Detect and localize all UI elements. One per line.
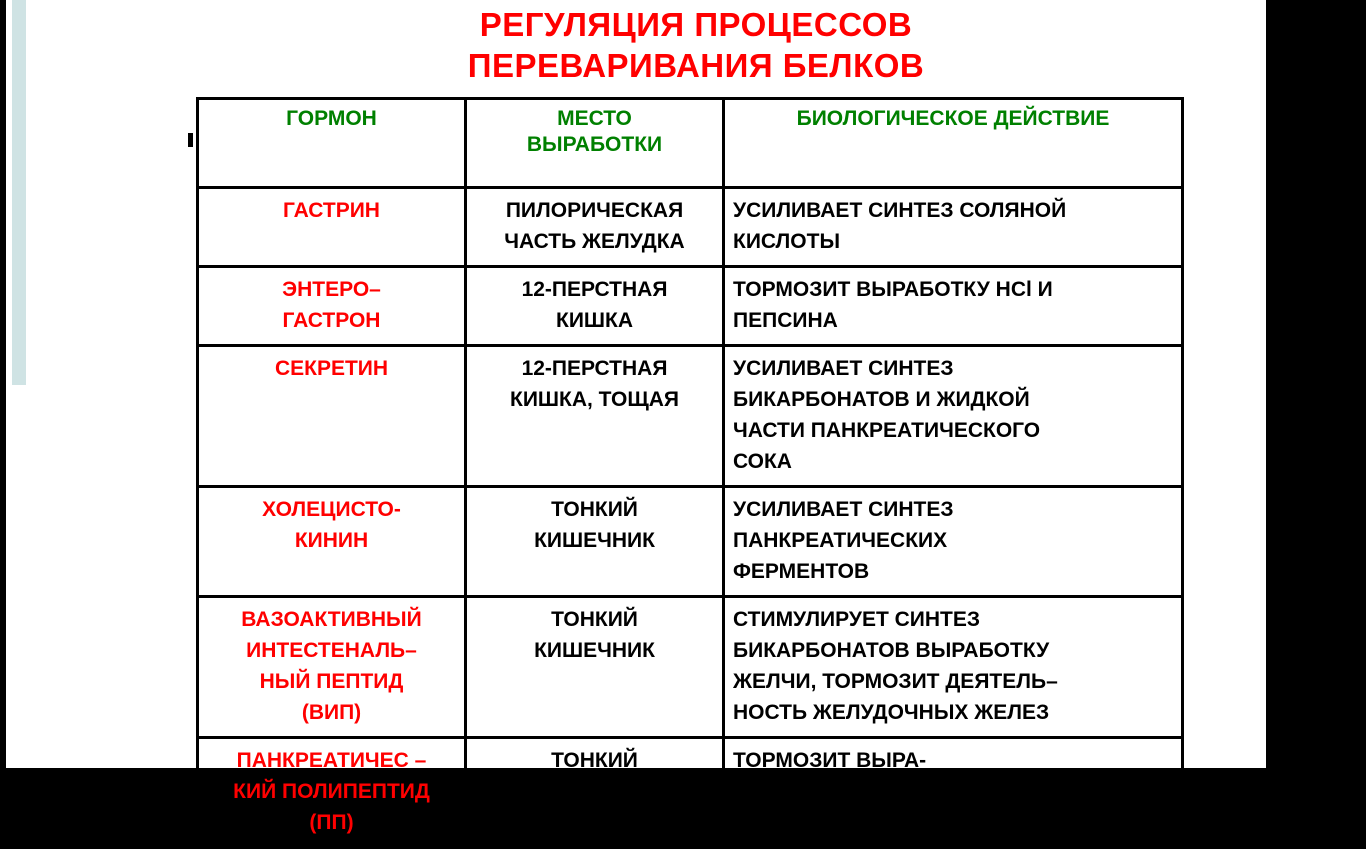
- left-accent-bar: [12, 0, 26, 385]
- hormone-line-2: КИЙ ПОЛИПЕПТИД: [233, 780, 430, 803]
- hormone-line-2: КИНИН: [294, 529, 369, 552]
- place-line-2: КИШКА, ТОЩАЯ: [510, 388, 679, 411]
- page-title-line-2: ПЕРЕВАРИВАНИЯ БЕЛКОВ: [467, 47, 925, 84]
- hormone-line-2: ГАСТРОН: [282, 309, 381, 332]
- place-line-1: ПИЛОРИЧЕСКАЯ: [505, 199, 684, 222]
- table-row: [198, 738, 1183, 848]
- cell-place: [466, 188, 724, 267]
- action-line-4: СОКА: [733, 450, 792, 473]
- action-line-1: УСИЛИВАЕТ СИНТЕЗ СОЛЯНОЙ: [733, 199, 1067, 222]
- hormone-line-1: ПАНКРЕАТИЧЕС –: [236, 749, 427, 772]
- cell-hormone: [198, 346, 466, 487]
- action-line-2: БИКАРБОНАТОВ ВЫРАБОТКУ: [733, 639, 1050, 662]
- cell-hormone: [198, 267, 466, 346]
- cell-place: [466, 346, 724, 487]
- column-header-action: [724, 99, 1183, 188]
- place-line-2: КИШКА: [556, 309, 633, 332]
- hormone-line-1: ХОЛЕЦИСТО-: [262, 498, 401, 521]
- action-line-2: КИСЛОТЫ: [733, 230, 841, 253]
- cell-hormone: [198, 597, 466, 738]
- table-row: [198, 487, 1183, 597]
- action-line-1: СТИМУЛИРУЕТ СИНТЕЗ: [733, 608, 981, 631]
- action-line-2: ПАНКРЕАТИЧЕСКИХ: [733, 529, 948, 552]
- hormone-line-3: НЫЙ ПЕПТИД: [259, 670, 404, 693]
- place-line-1: 12-ПЕРСТНАЯ: [521, 278, 668, 301]
- action-line-1: УСИЛИВАЕТ СИНТЕЗ: [733, 498, 954, 521]
- action-line-3: ФЕРМЕНТОВ: [733, 560, 870, 583]
- hormone-line-2: ИНТЕСТЕНАЛЬ–: [246, 639, 417, 662]
- table-row: [198, 188, 1183, 267]
- action-line-2: ПЕПСИНА: [733, 309, 838, 332]
- place-line-2: КИШЕЧНИК: [534, 780, 655, 803]
- action-line-2: БИКАРБОНАТОВ И ЖИДКОЙ: [733, 388, 1030, 411]
- cell-place: [466, 738, 724, 848]
- place-line-1: ТОНКИЙ: [551, 608, 638, 631]
- cell-hormone: [198, 188, 466, 267]
- hormone-line-1: СЕКРЕТИН: [274, 357, 389, 380]
- hormone-line-4: (ВИП): [301, 701, 362, 724]
- cell-action: [724, 738, 1183, 848]
- cell-place: [466, 487, 724, 597]
- hormone-line-1: ВАЗОАКТИВНЫЙ: [241, 608, 422, 631]
- cell-hormone: [198, 738, 466, 848]
- page-title: [196, 4, 1196, 86]
- column-header-place-line-1: МЕСТО: [557, 107, 632, 130]
- action-line-1: ТОРМОЗИТ ВЫРАБОТКУ HCl И: [733, 278, 1053, 301]
- cell-action: [724, 487, 1183, 597]
- page-title-line-1: РЕГУЛЯЦИЯ ПРОЦЕССОВ: [479, 6, 913, 43]
- hormone-line-1: ГАСТРИН: [283, 199, 380, 222]
- column-header-place-line-2: ВЫРАБОТКИ: [526, 133, 663, 156]
- margin-tick-mark: [188, 133, 193, 147]
- table-row: [198, 346, 1183, 487]
- hormone-line-1: ЭНТЕРО–: [282, 278, 381, 301]
- table-header-row: [198, 99, 1183, 188]
- action-line-4: НОСТЬ ЖЕЛУДОЧНЫХ ЖЕЛЕЗ: [733, 701, 1050, 724]
- table-row: [198, 597, 1183, 738]
- cell-action: [724, 188, 1183, 267]
- action-line-3: ЖЕЛЧИ, ТОРМОЗИТ ДЕЯТЕЛЬ–: [733, 670, 1058, 693]
- place-line-2: КИШЕЧНИК: [534, 529, 655, 552]
- column-header-hormone-label: ГОРМОН: [286, 107, 377, 130]
- slide-canvas: [6, 0, 1266, 834]
- cell-place: [466, 267, 724, 346]
- hormone-line-3: (ПП): [309, 811, 354, 834]
- place-line-1: ТОНКИЙ: [551, 749, 638, 772]
- action-line-1: УСИЛИВАЕТ СИНТЕЗ: [733, 357, 954, 380]
- cell-action: [724, 267, 1183, 346]
- cell-action: [724, 346, 1183, 487]
- place-line-1: ТОНКИЙ: [551, 498, 638, 521]
- column-header-action-label: БИОЛОГИЧЕСКОЕ ДЕЙСТВИЕ: [796, 107, 1110, 130]
- regulation-table: [196, 97, 1184, 849]
- place-line-2: ЧАСТЬ ЖЕЛУДКА: [504, 230, 685, 253]
- table-row: [198, 267, 1183, 346]
- place-line-2: КИШЕЧНИК: [534, 639, 655, 662]
- cell-place: [466, 597, 724, 738]
- cell-action: [724, 597, 1183, 738]
- action-line-3: ФЕРМЕНТОВ: [733, 811, 870, 834]
- column-header-hormone: [198, 99, 466, 188]
- action-line-1: ТОРМОЗИТ ВЫРА-: [733, 749, 927, 772]
- action-line-3: ЧАСТИ ПАНКРЕАТИЧЕСКОГО: [733, 419, 1041, 442]
- place-line-1: 12-ПЕРСТНАЯ: [521, 357, 668, 380]
- action-line-2: БОТКУ ПАНКРЕАТИЧЕСКИХ: [733, 780, 1024, 803]
- cell-hormone: [198, 487, 466, 597]
- column-header-place: [466, 99, 724, 188]
